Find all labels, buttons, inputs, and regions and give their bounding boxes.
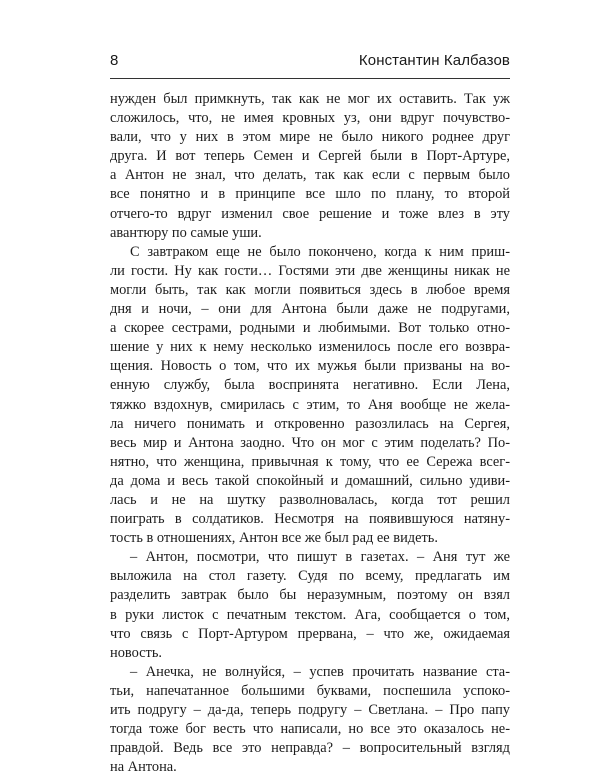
text-line: могли быть, так как могли появиться здесь в любое время (110, 281, 510, 298)
header-rule (110, 78, 510, 79)
text-line: что связь с Порт-Артуром прервана, – что же, ожидаемая (110, 625, 510, 642)
text-line: отчего-то вдруг изменил свое решение и тоже влез в эту (110, 205, 510, 222)
text-line: а скорее сестрами, родными и любимыми. Вот только отно- (110, 320, 510, 337)
text-line: С завтраком еще не было покончено, когда к ним приш- (130, 243, 510, 260)
text-line: поиграть в солдатиков. Несмотря на появившуюся натяну- (110, 511, 510, 528)
text-line: тогда тоже бог весть что написали, но все это оказалось не- (110, 721, 510, 738)
text-line: тость в отношениях, Антон все же был рад ее видеть. (110, 530, 438, 547)
text-line: шение у них к нему несколько изменилось после его возвра- (110, 339, 510, 356)
text-line: в руки листок с печатным текстом. Ага, сообщается о том, (110, 606, 510, 623)
text-line: друга. И вот теперь Семен и Сергей были в Порт-Артуре, (110, 148, 510, 165)
text-line: выложила на стол газету. Судя по всему, предлагать им (110, 568, 510, 585)
text-line: весь мир и Антона заодно. Что он мог с этим поделать? По- (110, 434, 510, 451)
text-line: тьи, напечатанное большими буквами, поспешила успоко- (110, 682, 510, 699)
text-line: ить подругу – да-да, теперь подругу – Светлана. – Про папу (110, 702, 510, 718)
text-line: а Антон не знал, что делать, так как если с первым было (110, 167, 510, 184)
text-line: енную службу, была воспринята негативно. Если Лена, (110, 377, 510, 394)
page-number: 8 (110, 52, 119, 69)
text-line: лась и не на шутку разволновалась, когда тот решил (110, 491, 510, 508)
text-line: щения. Новость о том, что их мужья были призваны на во- (110, 358, 510, 375)
text-line: разделить завтрак было бы неразумным, поэтому он взял (110, 587, 510, 604)
text-line: тяжко вздохнув, смирилась с этим, то Аня вообще не жела- (110, 396, 510, 413)
text-line: новость. (110, 644, 162, 661)
text-line: нужден был примкнуть, так как не мог их оставить. Так уж (110, 91, 510, 107)
text-line: ли гости. Ну как гости… Гостями эти две женщины никак не (110, 262, 510, 279)
body-text (110, 90, 510, 777)
running-header (110, 50, 510, 76)
text-line: дня и ночи, – они для Антона были даже не подругами, (110, 301, 510, 318)
text-line: – Антон, посмотри, что пишут в газетах. – Аня тут же (130, 549, 510, 566)
text-line: вали, что у них в этом мире не было никого роднее друг (110, 129, 510, 146)
text-line: авантюру по самые уши. (110, 224, 262, 241)
text-line: правдой. Ведь все это неправда? – вопросительный взгляд (110, 740, 510, 757)
text-line: сложилось, что, не имея кровных уз, они вдруг почувство- (110, 110, 510, 127)
text-line: да дома и весь такой спокойный и домашний, сильно удиви- (110, 472, 510, 489)
text-line: – Анечка, не волнуйся, – успев прочитать название ста- (130, 663, 510, 680)
running-header-author: Константин Калбазов (358, 52, 510, 69)
text-line: все понятно и в принципе все шло по плану, то второй (110, 186, 510, 203)
text-line: нятно, что женщина, привычная к тому, что ее Сережа всег- (110, 453, 510, 470)
text-line: на Антона. (110, 759, 177, 776)
text-line: ла ничего понимать и откровенно разозлилась на Сергея, (110, 415, 510, 432)
